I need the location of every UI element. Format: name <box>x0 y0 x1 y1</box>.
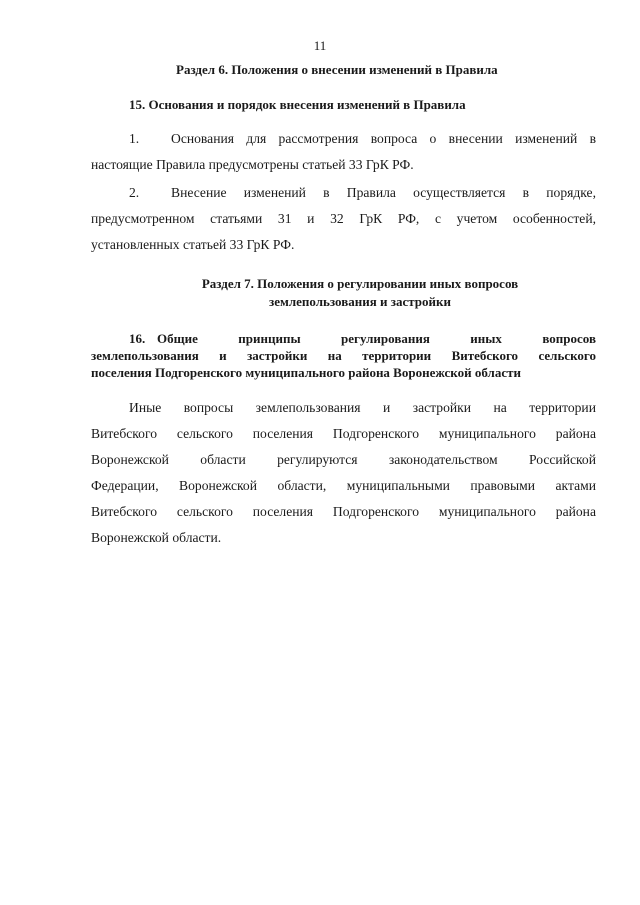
paragraph-text: Основания для рассмотрения вопроса о внесении изменений в <box>171 131 596 146</box>
item-number: 1. <box>129 131 140 146</box>
heading-text: поселения Подгоренского муниципального района Воронежской области <box>91 365 521 380</box>
paragraph-line <box>91 126 596 152</box>
paragraph-text: Иные вопросы землепользования и застройки на территории <box>129 400 596 415</box>
section-6-title: Раздел 6. Положения о внесении изменений в Правила <box>176 62 498 77</box>
paragraph-text: Федерации, Воронежской области, муниципальными правовыми актами <box>91 478 596 493</box>
paragraph-line <box>91 395 596 421</box>
section-7-title <box>120 275 600 311</box>
section-7-title-line: Раздел 7. Положения о регулировании иных вопросов <box>201 276 519 291</box>
paragraph-line <box>91 180 596 206</box>
item-number: 16. <box>129 331 146 346</box>
paragraph-15-1 <box>91 126 596 178</box>
section-7-title-line: землепользования и застройки <box>269 294 451 309</box>
heading-text: землепользования и застройки на территории Витебского сельского <box>91 348 596 363</box>
page-number: 11 <box>313 38 327 53</box>
paragraph-text: настоящие Правила предусмотрены статьей 33 ГрК РФ. <box>91 157 414 172</box>
paragraph-text: предусмотренном статьями 31 и 32 ГрК РФ, с учетом особенностей, <box>91 211 596 226</box>
paragraph-text: Витебского сельского поселения Подгоренского муниципального района <box>91 504 596 519</box>
item-number: 2. <box>129 185 140 200</box>
heading-line <box>91 330 596 347</box>
paragraph-text: Воронежской области регулируются законодательством Российской <box>91 452 596 467</box>
paragraph-16-body <box>91 395 596 551</box>
paragraph-text: Воронежской области. <box>91 530 222 545</box>
paragraph-text: Внесение изменений в Правила осуществляется в порядке, <box>171 185 596 200</box>
paragraph-text: Витебского сельского поселения Подгоренского муниципального района <box>91 426 596 441</box>
paragraph-text: установленных статьей 33 ГрК РФ. <box>91 237 295 252</box>
paragraph-15-2 <box>91 180 596 258</box>
heading-text: Общие принципы регулирования иных вопросов <box>157 331 596 346</box>
subsection-16-title <box>91 330 596 381</box>
subsection-15-title: 15. Основания и порядок внесения изменений в Правила <box>129 97 466 112</box>
